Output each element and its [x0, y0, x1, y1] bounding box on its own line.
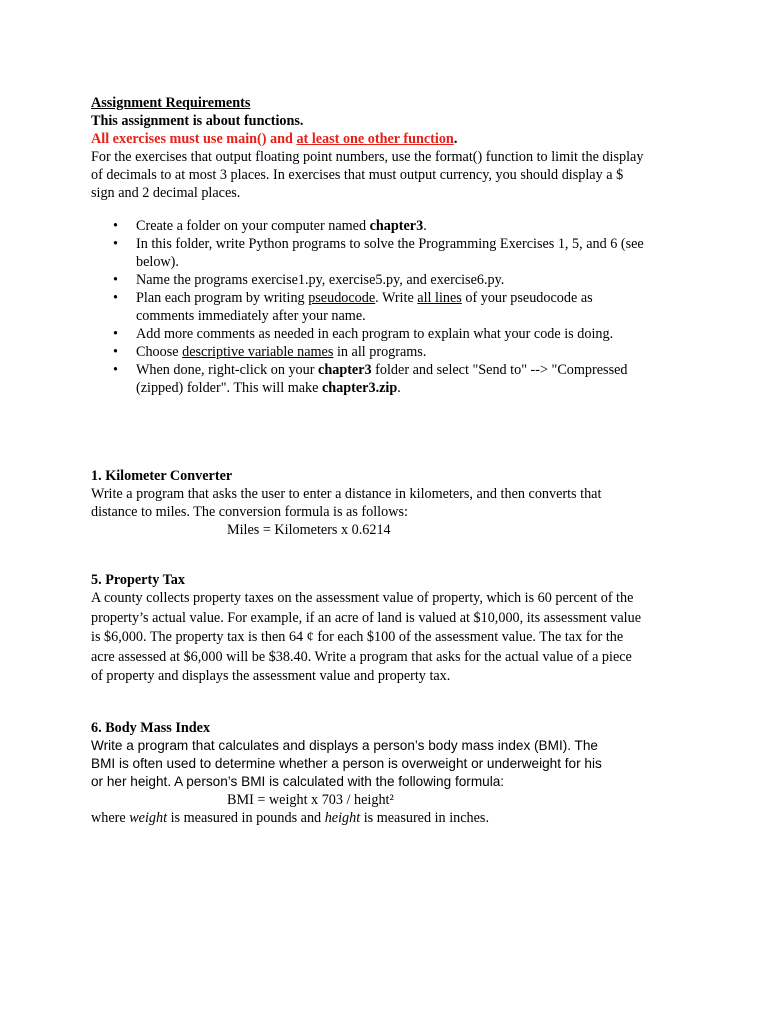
page-title: Assignment Requirements — [91, 95, 251, 111]
bullet: • — [113, 290, 118, 306]
exercise-1-heading: 1. Kilometer Converter — [91, 468, 233, 484]
exercise-5-text: property’s actual value. For example, if an acre of land is valued at $10,000, its assessment value — [91, 609, 641, 626]
list-item-text: Name the programs exercise1.py, exercise5.py, and exercise6.py. — [136, 272, 505, 288]
list-item-text: In this folder, write Python programs to solve the Programming Exercises 1, 5, and 6 (see — [136, 236, 644, 252]
exercise-6-heading: 6. Body Mass Index — [91, 719, 211, 736]
exercise-6-text: is measured in pounds and — [167, 809, 325, 826]
exercise-5-text: acre assessed at $6,000 will be $38.40. Write a program that asks for the actual value of a piece — [91, 648, 632, 665]
list-item-text: Plan each program by writing — [136, 290, 309, 306]
folder-name: chapter3 — [369, 218, 424, 234]
intro-line: of decimals to at most 3 places. In exercises that must output currency, you should display a $ — [91, 167, 624, 183]
list-item-text: in all programs. — [333, 344, 427, 360]
rule-emphasis: at least one other function — [296, 131, 454, 147]
list-item-text: of your pseudocode as — [461, 290, 593, 306]
list-item-text: folder and select "Send to" --> "Compressed — [371, 362, 628, 378]
list-item-text: Choose — [136, 344, 183, 360]
list-item-text: When done, right-click on your — [136, 362, 319, 378]
list-item-text: . — [423, 218, 427, 234]
rule-period: . — [453, 131, 458, 147]
exercise-6-text: Write a program that calculates and displays a person’s body mass index (BMI). The — [91, 737, 598, 753]
exercise-5-text: A county collects property taxes on the assessment value of property, which is 60 percent of the — [91, 590, 634, 606]
exercise-1-text: distance to miles. The conversion formula is as follows: — [91, 504, 408, 520]
page-subtitle: This assignment is about functions. — [91, 113, 304, 129]
requirements-list — [91, 217, 691, 397]
list-item — [91, 271, 691, 289]
exercise-6-text: or her height. A person’s BMI is calculated with the following formula: — [91, 773, 505, 789]
bullet: • — [113, 344, 118, 360]
list-item — [91, 289, 691, 325]
bullet: • — [113, 362, 118, 378]
italic-term: weight — [129, 809, 168, 826]
exercise-6-text: is measured in inches. — [360, 809, 489, 826]
underlined-term: all lines — [417, 290, 462, 306]
bullet: • — [113, 218, 118, 234]
list-item-text: below). — [136, 254, 179, 270]
bullet: • — [113, 272, 118, 288]
exercise-5-section — [91, 571, 691, 687]
exercise-1-section — [91, 467, 691, 539]
document-body — [91, 94, 691, 827]
list-item-text: comments immediately after your name. — [136, 308, 366, 324]
list-item-text: Create a folder on your computer named — [136, 218, 370, 234]
underlined-term: descriptive variable names — [182, 344, 334, 360]
bullet: • — [113, 236, 118, 252]
intro-line: sign and 2 decimal places. — [91, 185, 241, 201]
exercise-6-text: BMI is often used to determine whether a person is overweight or underweight for his — [91, 755, 602, 771]
exercise-5-heading: 5. Property Tax — [91, 572, 185, 588]
zip-name: chapter3.zip — [321, 380, 398, 396]
list-item — [91, 235, 691, 271]
list-item — [91, 361, 691, 397]
list-item — [91, 217, 691, 235]
functions-rule — [91, 130, 691, 148]
underlined-term: pseudocode — [308, 290, 376, 306]
exercise-5-text: is $6,000. The property tax is then 64 ¢ for each $100 of the assessment value. The tax for the — [91, 629, 624, 645]
list-item-text: . — [397, 380, 401, 396]
intro-line: For the exercises that output floating point numbers, use the format() function to limit the display — [91, 149, 644, 165]
list-item-text: (zipped) folder". This will make — [136, 380, 322, 396]
exercise-6-text: where — [91, 809, 130, 826]
exercise-6-formula: BMI = weight x 703 / height² — [227, 791, 394, 808]
exercise-1-formula: Miles = Kilometers x 0.6214 — [227, 522, 391, 538]
bullet: • — [113, 326, 118, 342]
exercise-6-section — [91, 719, 691, 827]
exercise-1-text: Write a program that asks the user to enter a distance in kilometers, and then converts that — [91, 486, 602, 502]
list-item-text: . Write — [375, 290, 418, 306]
exercise-6-where — [91, 809, 691, 827]
exercise-5-text: of property and displays the assessment value and property tax. — [91, 668, 451, 684]
list-item-text: Add more comments as needed in each program to explain what your code is doing. — [136, 326, 614, 342]
list-item — [91, 325, 691, 343]
italic-term: height — [324, 809, 361, 826]
folder-name: chapter3 — [318, 362, 372, 378]
list-item — [91, 343, 691, 361]
rule-text: All exercises must use main() and — [91, 131, 297, 147]
